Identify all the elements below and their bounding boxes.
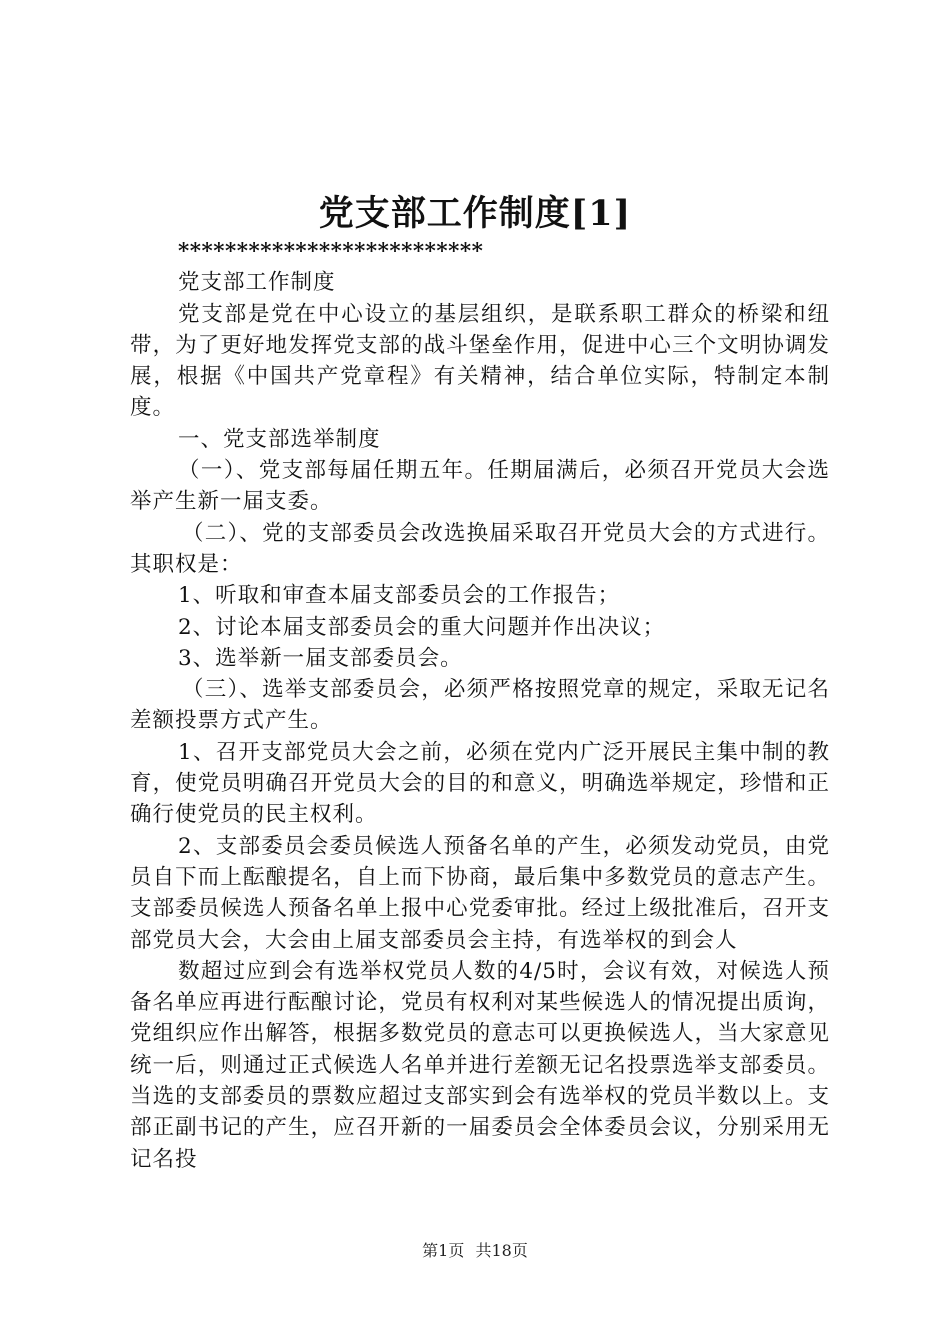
paragraph: 党支部是党在中心设立的基层组织，是联系职工群众的桥梁和纽带，为了更好地发挥党支部的战斗堡垒作用，促进中心三个文明协调发展，根据《中国共产党章程》有关精神，结合单位实际，特制定本制度。: [130, 301, 830, 421]
document-title: 党支部工作制度[1]: [318, 193, 632, 234]
page-footer: [0, 1238, 950, 1261]
paragraph-list: [130, 267, 830, 1175]
page-total: 共18页: [475, 1241, 528, 1260]
paragraph: （二）、党的支部委员会改选换届采取召开党员大会的方式进行。其职权是：: [130, 520, 830, 577]
paragraph: 1、听取和审查本届支部委员会的工作报告；: [178, 583, 621, 609]
separator-stars: **************************: [178, 239, 484, 264]
paragraph: （三）、选举支部委员会，必须严格按照党章的规定，采取无记名差额投票方式产生。: [130, 677, 830, 734]
paragraph: 数超过应到会有选举权党员人数的4/5时，会议有效，对候选人预备名单应再进行酝酿讨论，党员有权利对某些候选人的情况提出质询，党组织应作出解答，根据多数党员的意志可以更换候选人，当大家意见统一后，则通过正式候选人名单并进行差额无记名投票选举支部委员。当选的支部委员的票数应超过支部实到会有选举权的党员半数以上。支部正副书记的产生，应召开新的一届委员会全体委员会议，分别采用无记名投: [130, 958, 830, 1172]
paragraph: 1、召开支部党员大会之前，必须在党内广泛开展民主集中制的教育，使党员明确召开党员大会的目的和意义，明确选举规定，珍惜和正确行使党员的民主权利。: [130, 739, 830, 828]
paragraph: 党支部工作制度: [178, 270, 336, 296]
page-number: 第1页: [422, 1241, 465, 1260]
paragraph: 2、支部委员会委员候选人预备名单的产生，必须发动党员，由党员自下而上酝酿提名，自上而下协商，最后集中多数党员的意志产生。支部委员候选人预备名单上报中心党委审批。经过上级批准后，召开支部党员大会，大会由上届支部委员会主持，有选举权的到会人: [130, 833, 830, 953]
paragraph: 一、党支部选举制度: [178, 426, 381, 452]
paragraph: 3、选举新一届支部委员会。: [178, 645, 463, 671]
document-body: [130, 236, 830, 1175]
paragraph: 2、讨论本届支部委员会的重大问题并作出决议；: [178, 614, 666, 640]
paragraph: （一）、党支部每届任期五年。任期届满后，必须召开党员大会选举产生新一届支委。: [130, 458, 830, 515]
